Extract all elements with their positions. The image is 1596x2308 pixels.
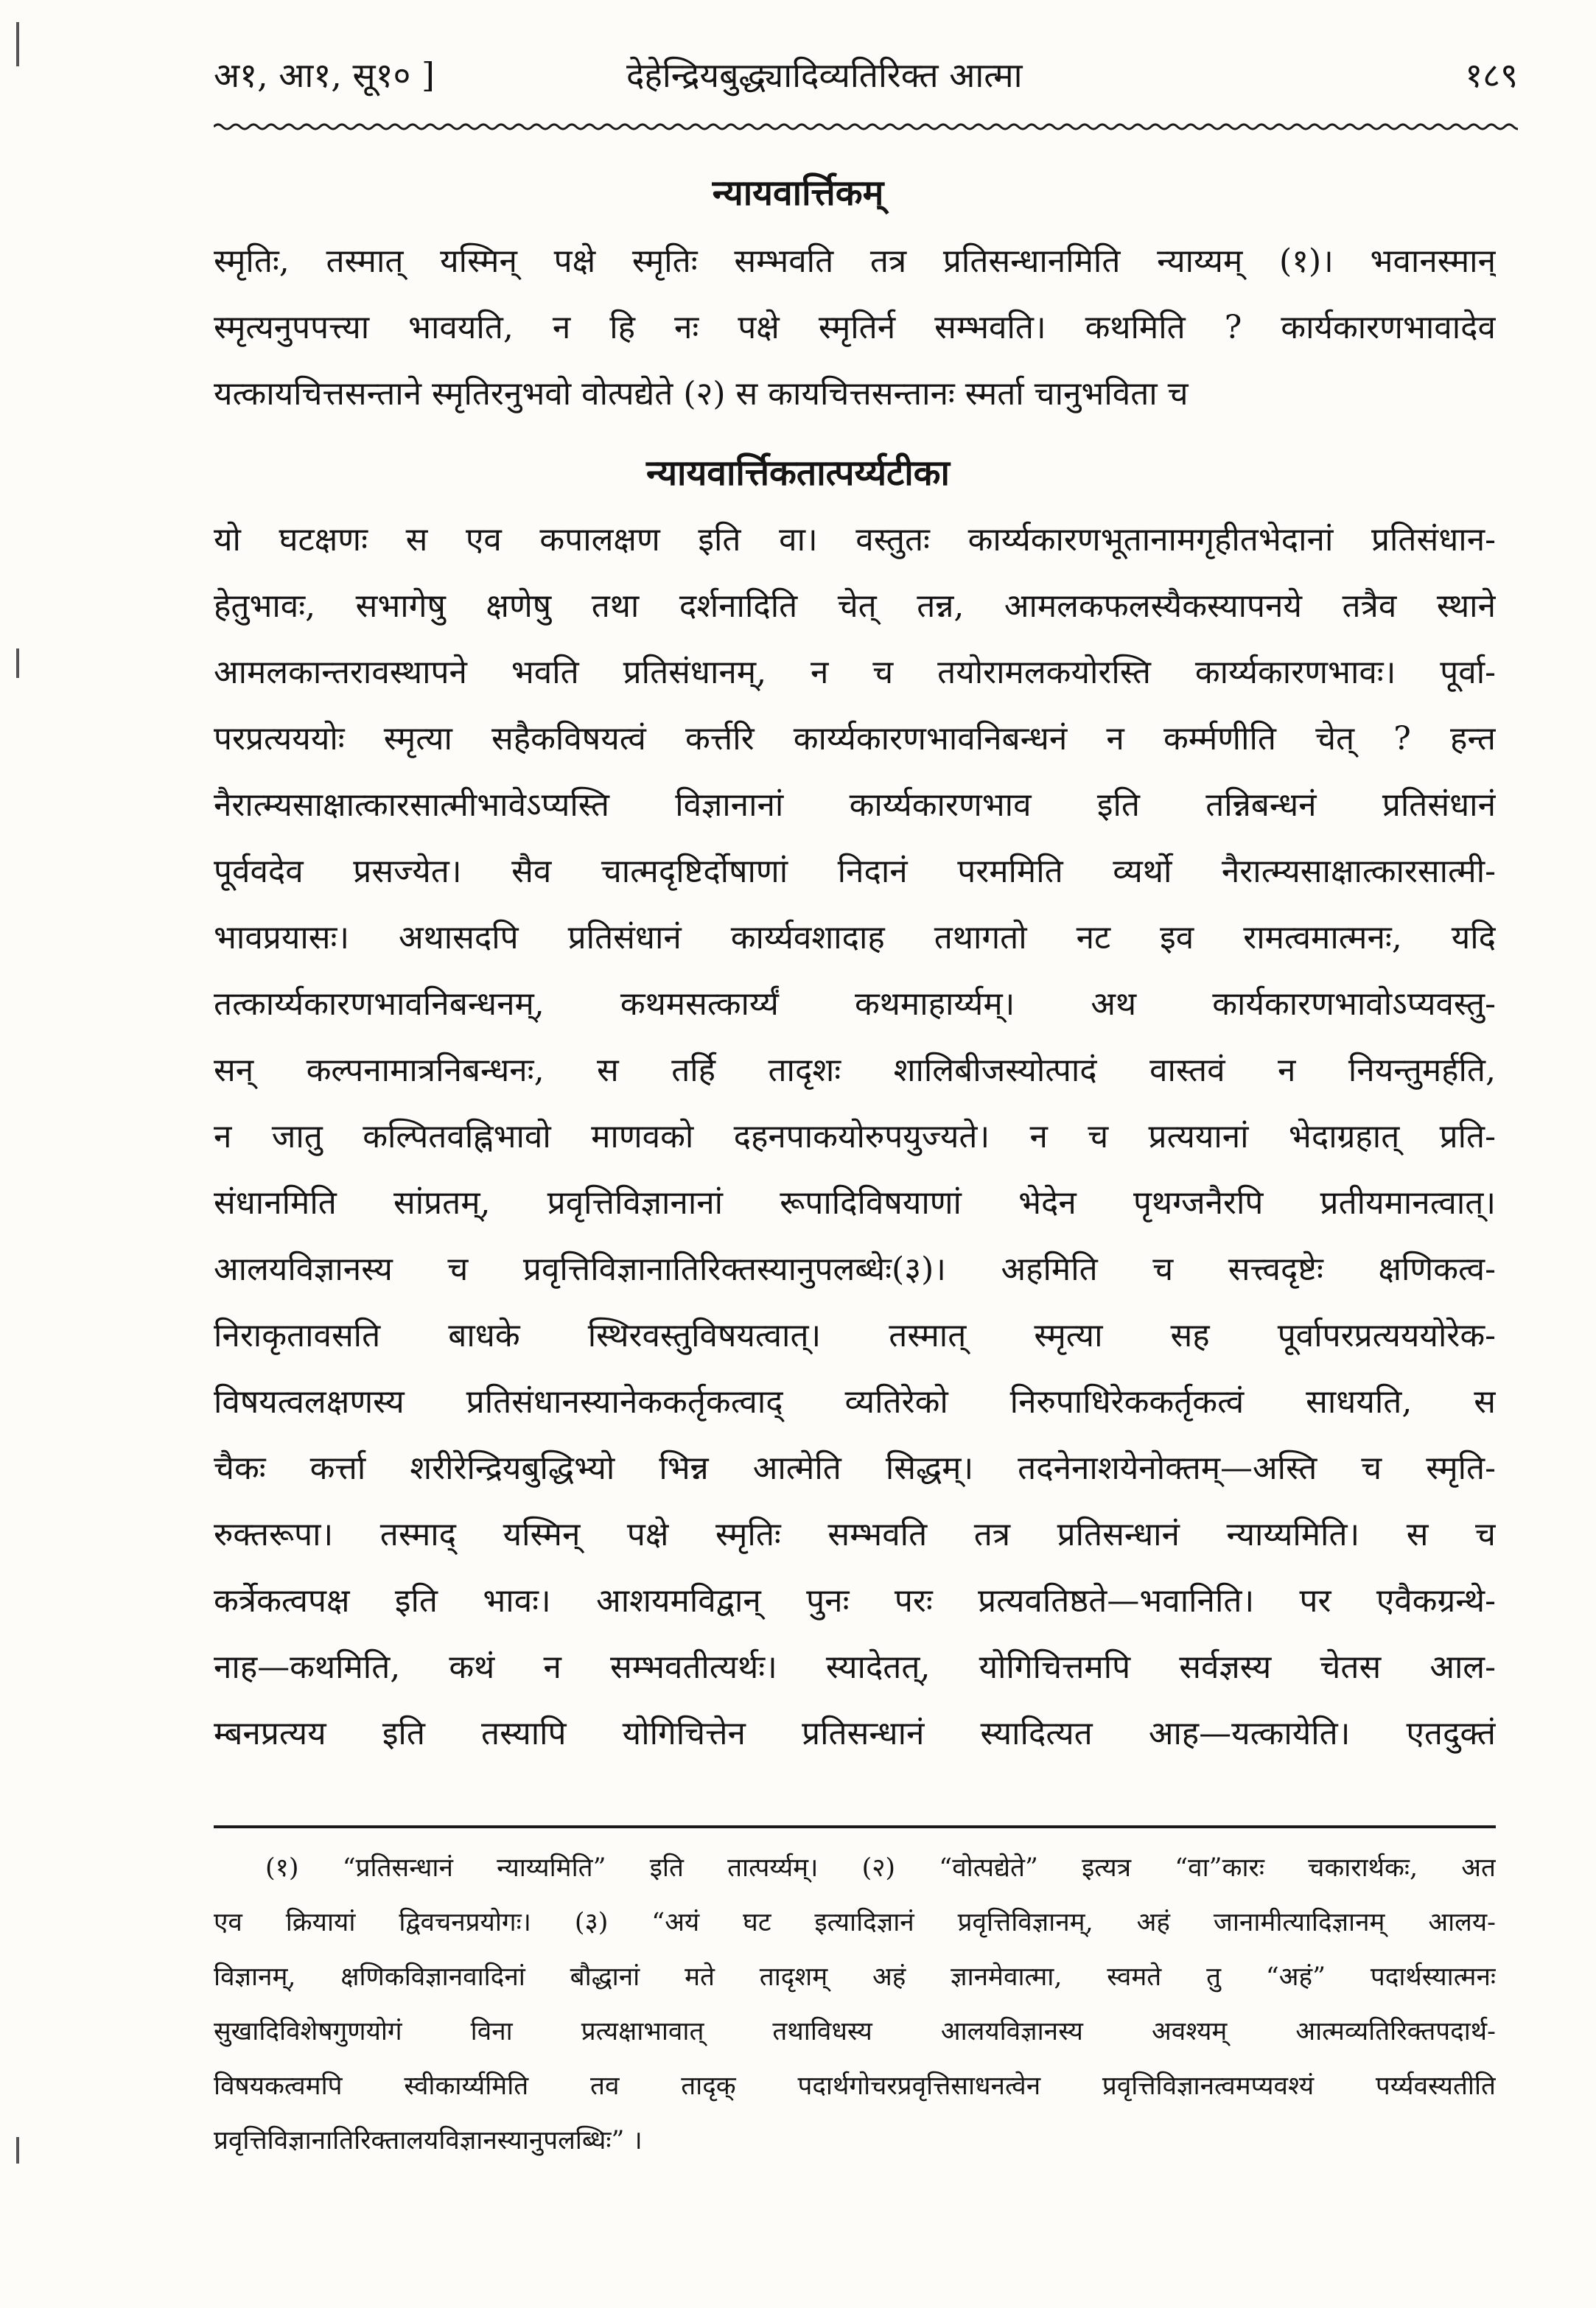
footnote-line: विज्ञानम्, क्षणिकविज्ञानवादिनां बौद्धानां मते तादृशम् अहं ज्ञानमेवात्मा, स्वमते तु “अहं” पदार्थस्यात्मनः bbox=[214, 1962, 1496, 1992]
text-line: स्मृतिः, तस्मात् यस्मिन् पक्षे स्मृतिः सम्भवति तत्र प्रतिसन्धानमिति न्याय्यम् (१)। भवानस्मान् bbox=[214, 242, 1496, 280]
text-line: म्बनप्रत्यय इति तस्यापि योगिचित्तेन प्रतिसन्धानं स्यादित्यत आह—यत्कायेति। एतदुक्तं bbox=[214, 1715, 1496, 1752]
text-line: तत्कार्य्यकारणभावनिबन्धनम्, कथमसत्कार्य्यं कथमाहार्य्यम्। अथ कार्यकारणभावोऽप्यवस्तु- bbox=[214, 985, 1496, 1023]
vartika-text bbox=[214, 228, 1496, 427]
margin-mark bbox=[16, 648, 19, 678]
text-line: रुक्तरूपा। तस्माद् यस्मिन् पक्षे स्मृतिः सम्भवति तत्र प्रतिसन्धानं न्याय्यमिति। स च bbox=[214, 1516, 1496, 1553]
text-line: संधानमिति सांप्रतम्, प्रवृत्तिविज्ञानानां रूपादिविषयाणां भेदेन पृथग्जनैरपि प्रतीयमानत्वात्। bbox=[214, 1184, 1496, 1222]
footnote-line: विषयकत्वमपि स्वीकार्य्यमिति तव तादृक् पदार्थगोचरप्रवृत्तिसाधनत्वेन प्रवृत्तिविज्ञानत्वमप्यवश्यं पर्य्यवस्यतीति bbox=[214, 2071, 1496, 2101]
header-reference: अ१, आ१, सू१० ] bbox=[214, 55, 435, 95]
text-line: हेतुभावः, सभागेषु क्षणेषु तथा दर्शनादिति चेत् तन्न, आमलकफलस्यैकस्यापनये तत्रैव स्थाने bbox=[214, 587, 1496, 625]
text-line: यो घटक्षणः स एव कपालक्षण इति वा। वस्तुतः कार्य्यकारणभूतानामगृहीतभेदानां प्रतिसंधान- bbox=[214, 521, 1496, 559]
margin-mark bbox=[16, 22, 19, 66]
text-line: सन् कल्पनामात्रनिबन्धनः, स तर्हि तादृशः शालिबीजस्योत्पादं वास्तवं न नियन्तुमर्हति, bbox=[214, 1052, 1496, 1089]
text-line: निराकृतावसति बाधके स्थिरवस्तुविषयत्वात्। तस्मात् स्मृत्या सह पूर्वापरप्रत्यययोरेक- bbox=[214, 1317, 1496, 1354]
running-header bbox=[214, 44, 1518, 111]
text-line: भावप्रयासः। अथासदपि प्रतिसंधानं कार्य्यवशादाह तथागतो नट इव रामत्वमात्मनः, यदि bbox=[214, 919, 1496, 957]
text-line: आमलकान्तरावस्थापने भवति प्रतिसंधानम्, न च तयोरामलकयोरस्ति कार्य्यकारणभावः। पूर्वा- bbox=[214, 654, 1496, 691]
text-line: कर्त्रेकत्वपक्ष इति भावः। आशयमविद्वान् पुनः परः प्रत्यवतिष्ठते—भवानिति। पर एवैकग्रन्थे- bbox=[214, 1582, 1496, 1620]
wavy-rule bbox=[214, 119, 1518, 134]
section-title-tika: न्यायवार्त्तिकतात्पर्य्यटीका bbox=[646, 452, 950, 494]
section-title-vartika: न्यायवार्त्तिकम् bbox=[712, 172, 884, 214]
footnote-line: (१) “प्रतिसन्धानं न्याय्यमिति” इति तात्पर्य्यम्। (२) “वोत्पद्येते” इत्यत्र “वा”कारः चकारार्थकः, अत bbox=[265, 1853, 1496, 1883]
footnote-divider bbox=[214, 1825, 1496, 1828]
text-line: आलयविज्ञानस्य च प्रवृत्तिविज्ञानातिरिक्तस्यानुपलब्धेः(३)। अहमिति च सत्त्वदृष्टेः क्षणिकत्व- bbox=[214, 1251, 1496, 1288]
page-number: १८९ bbox=[1465, 55, 1518, 95]
text-line: चैकः कर्त्ता शरीरेन्द्रियबुद्धिभ्यो भिन्न आत्मेति सिद्धम्। तदनेनाशयेनोक्तम्—अस्ति च स्मृति- bbox=[214, 1450, 1496, 1487]
header-title: देहेन्द्रियबुद्ध्यादिव्यतिरिक्त आत्मा bbox=[626, 55, 1023, 95]
text-line: विषयत्वलक्षणस्य प्रतिसंधानस्यानेककर्तृकत्वाद् व्यतिरेको निरुपाधिरेककर्तृकत्वं साधयति, स bbox=[214, 1383, 1496, 1421]
footnote-line: प्रवृत्तिविज्ञानातिरिक्तालयविज्ञानस्यानुपलब्धिः” । bbox=[214, 2126, 643, 2155]
text-line: नैरात्म्यसाक्षात्कारसात्मीभावेऽप्यस्ति विज्ञानानां कार्य्यकारणभाव इति तन्निबन्धनं प्रतिसंधानं bbox=[214, 786, 1496, 824]
text-line: परप्रत्यययोः स्मृत्या सहैकविषयत्वं कर्त्तरि कार्य्यकारणभावनिबन्धनं न कर्म्मणीति चेत् ? हन्त bbox=[214, 720, 1496, 758]
text-line: न जातु कल्पितवह्निभावो माणवको दहनपाकयोरुपयुज्यते। न च प्रत्ययानां भेदाग्रहात् प्रति- bbox=[214, 1118, 1496, 1155]
text-line: नाह—कथमिति, कथं न सम्भवतीत्यर्थः। स्यादेतत्, योगिचित्तमपि सर्वज्ञस्य चेतस आल- bbox=[214, 1648, 1496, 1686]
footnote-line: एव क्रियायां द्विवचनप्रयोगः। (३) “अयं घट इत्यादिज्ञानं प्रवृत्तिविज्ञानम्, अहं जानामीत्यादिज्ञानम् आलय- bbox=[214, 1908, 1496, 1937]
footnote-line: सुखादिविशेषगुणयोगं विना प्रत्यक्षाभावात् तथाविधस्य आलयविज्ञानस्य अवश्यम् आत्मव्यतिरिक्तपदार्थ- bbox=[214, 2017, 1496, 2046]
text-line: यत्कायचित्तसन्ताने स्मृतिरनुभवो वोत्पद्येते (२) स कायचित्तसन्तानः स्मर्ता चानुभविता च bbox=[214, 375, 1189, 413]
margin-mark bbox=[16, 2137, 19, 2164]
text-line: स्मृत्यनुपपत्त्या भावयति, न हि नः पक्षे स्मृतिर्न सम्भवति। कथमिति ? कार्यकारणभावादेव bbox=[214, 309, 1496, 346]
text-line: पूर्ववदेव प्रसज्येत। सैव चात्मदृष्टिर्दोषाणां निदानं परममिति व्यर्थो नैरात्म्यसाक्षात्कारसात्मी- bbox=[214, 853, 1496, 890]
tika-text bbox=[214, 507, 1496, 1767]
footnotes bbox=[214, 1841, 1496, 2168]
